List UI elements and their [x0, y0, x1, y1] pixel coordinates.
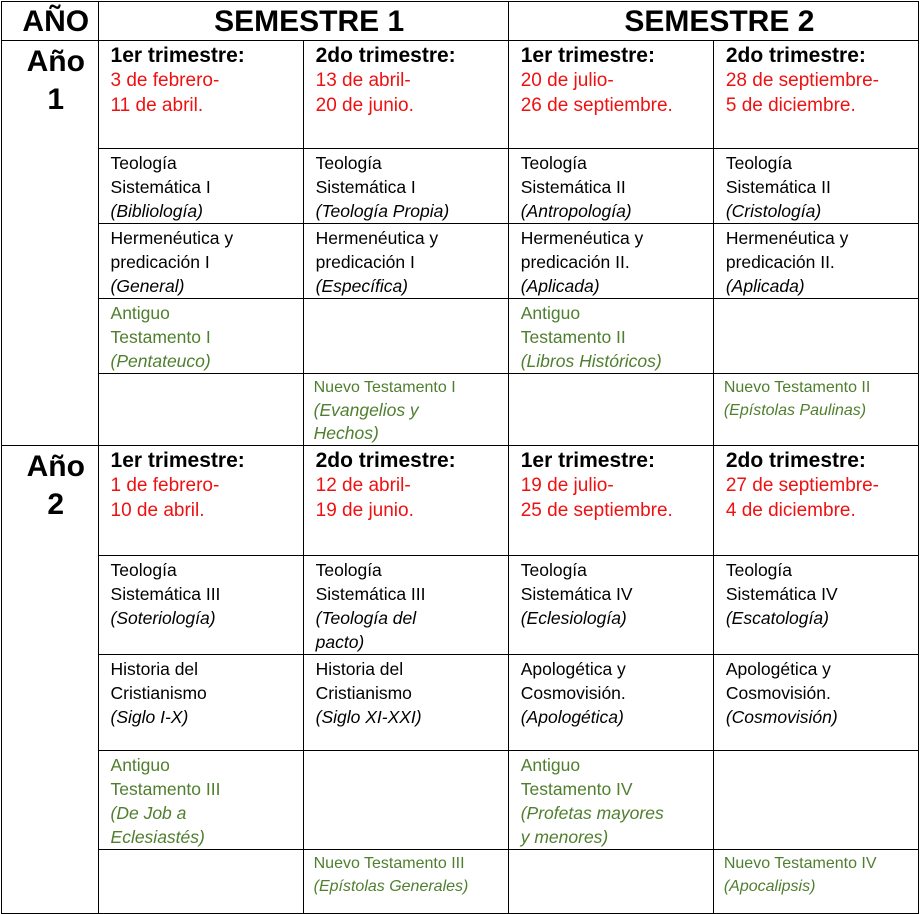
empty-cell — [508, 850, 713, 914]
course-cell: Teología Sistemática I (Teología Propia) — [303, 149, 508, 224]
empty-cell — [98, 850, 303, 914]
trimester-cell: 1er trimestre: 3 de febrero- 11 de abril. — [98, 41, 303, 149]
hermeneutics-row — [2, 224, 919, 299]
semester-2-header: SEMESTRE 2 — [508, 2, 918, 41]
trimester-cell: 1er trimestre: 19 de julio- 25 de septiembre. — [508, 446, 713, 556]
course-cell: Apologética y Cosmovisión. (Cosmovisión) — [713, 655, 918, 751]
trimester-cell: 1er trimestre: 20 de julio- 26 de septiembre. — [508, 41, 713, 149]
old-testament-row — [2, 751, 919, 850]
course-cell: Antiguo Testamento II (Libros Históricos) — [508, 299, 713, 374]
course-cell: Teología Sistemática IV (Eclesiología) — [508, 556, 713, 655]
trimester-cell: 2do trimestre: 28 de septiembre- 5 de diciembre. — [713, 41, 918, 149]
trimester-cell: 2do trimestre: 12 de abril- 19 de junio. — [303, 446, 508, 556]
trimester-cell: 2do trimestre: 13 de abril- 20 de junio. — [303, 41, 508, 149]
empty-cell — [98, 374, 303, 446]
theology-row — [2, 556, 919, 655]
empty-cell — [303, 751, 508, 850]
course-cell: Antiguo Testamento III (De Job a Eclesiastés) — [98, 751, 303, 850]
course-cell: Teología Sistemática III (Soteriología) — [98, 556, 303, 655]
empty-cell — [508, 374, 713, 446]
course-cell: Teología Sistemática II (Antropología) — [508, 149, 713, 224]
semester-1-header: SEMESTRE 1 — [98, 2, 508, 41]
year-1-label: Año 1 — [2, 41, 99, 446]
theology-row — [2, 149, 919, 224]
course-cell: Teología Sistemática I (Bibliología) — [98, 149, 303, 224]
year-2-label: Año 2 — [2, 446, 99, 914]
course-cell: Historia del Cristianismo (Siglo I-X) — [98, 655, 303, 751]
trimester-row — [2, 41, 919, 149]
course-cell: Teología Sistemática III (Teología del pacto) — [303, 556, 508, 655]
trimester-cell: 1er trimestre: 1 de febrero- 10 de abril. — [98, 446, 303, 556]
course-cell: Antiguo Testamento IV (Profetas mayores y menores) — [508, 751, 713, 850]
course-cell: Hermenéutica y predicación I (Específica) — [303, 224, 508, 299]
course-cell: Teología Sistemática II (Cristología) — [713, 149, 918, 224]
course-cell: Apologética y Cosmovisión. (Apologética) — [508, 655, 713, 751]
empty-cell — [713, 299, 918, 374]
course-cell: Hermenéutica y predicación II. (Aplicada) — [713, 224, 918, 299]
course-cell: Antiguo Testamento I (Pentateuco) — [98, 299, 303, 374]
header-row — [2, 2, 919, 41]
course-cell: Teología Sistemática IV (Escatología) — [713, 556, 918, 655]
course-cell: Nuevo Testamento III (Epístolas Generales) — [303, 850, 508, 914]
course-cell: Nuevo Testamento I (Evangelios y Hechos) — [303, 374, 508, 446]
course-cell: Historia del Cristianismo (Siglo XI-XXI) — [303, 655, 508, 751]
history-apologetics-row — [2, 655, 919, 751]
course-cell: Hermenéutica y predicación I (General) — [98, 224, 303, 299]
trimester-cell: 2do trimestre: 27 de septiembre- 4 de diciembre. — [713, 446, 918, 556]
old-testament-row — [2, 299, 919, 374]
year-header: AÑO — [2, 2, 99, 41]
empty-cell — [713, 751, 918, 850]
empty-cell — [303, 299, 508, 374]
course-cell: Nuevo Testamento IV (Apocalipsis) — [713, 850, 918, 914]
curriculum-table — [1, 1, 919, 914]
trimester-row — [2, 446, 919, 556]
new-testament-row — [2, 850, 919, 914]
course-cell: Hermenéutica y predicación II. (Aplicada) — [508, 224, 713, 299]
course-cell: Nuevo Testamento II (Epístolas Paulinas) — [713, 374, 918, 446]
new-testament-row — [2, 374, 919, 446]
